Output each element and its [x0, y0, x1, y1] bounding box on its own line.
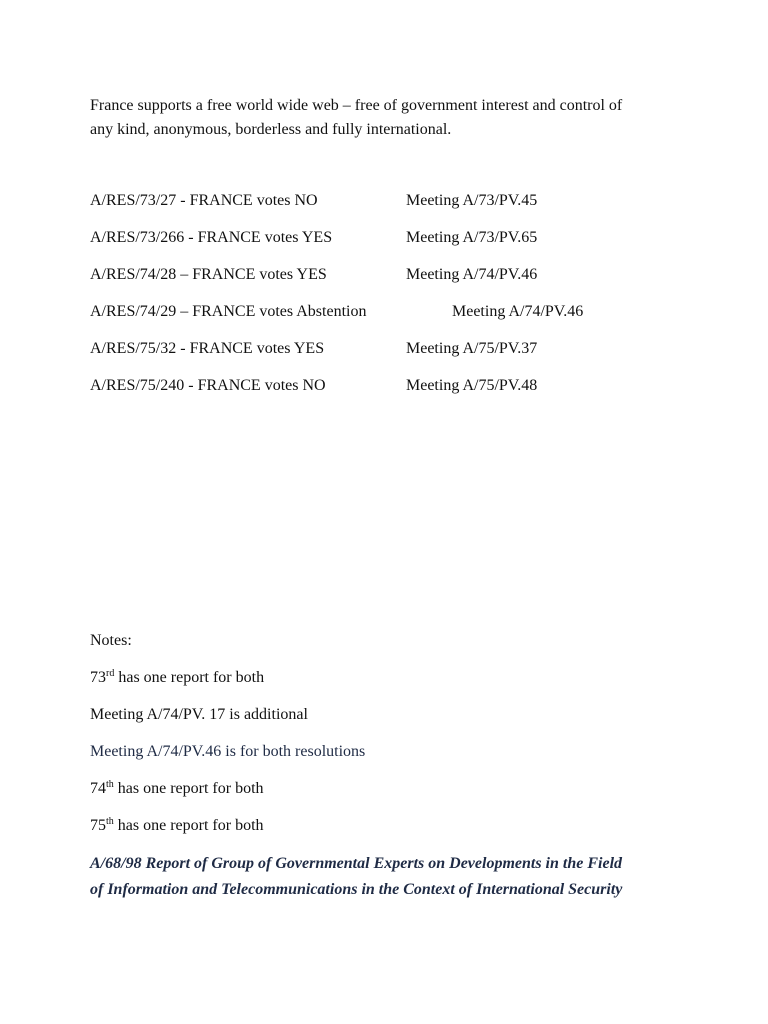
vote-row: [90, 338, 710, 375]
note-text: has one report for both: [113, 780, 264, 797]
votes-list: [90, 190, 710, 412]
vote-resolution: A/RES/73/266 - FRANCE votes YES: [90, 229, 333, 246]
note-ordinal-suffix: th: [106, 779, 114, 790]
note-item: [90, 778, 710, 815]
vote-row: [90, 227, 710, 264]
vote-meeting: Meeting A/73/PV.65: [406, 229, 538, 246]
notes-heading: Notes:: [90, 632, 132, 649]
note-ordinal: 73: [90, 669, 106, 686]
vote-meeting: Meeting A/75/PV.48: [406, 377, 538, 394]
vote-meeting: Meeting A/74/PV.46: [406, 266, 538, 283]
intro-paragraph: [90, 94, 690, 142]
note-ordinal: 74: [90, 780, 106, 797]
note-text: has one report for both: [113, 817, 264, 834]
vote-meeting: Meeting A/73/PV.45: [406, 192, 538, 209]
report-title-line-2: of Information and Telecommunications in the Context of International Security: [90, 881, 623, 898]
note-item: Meeting A/74/PV. 17 is additional: [90, 706, 308, 723]
vote-resolution: A/RES/74/28 – FRANCE votes YES: [90, 266, 327, 283]
vote-resolution: A/RES/74/29 – FRANCE votes Abstention: [90, 303, 367, 320]
vote-row: [90, 375, 710, 412]
vote-resolution: A/RES/73/27 - FRANCE votes NO: [90, 192, 318, 209]
report-title-line-1: A/68/98 Report of Group of Governmental Experts on Developments in the Field: [90, 855, 623, 872]
note-ordinal: 75: [90, 817, 106, 834]
note-ordinal-suffix: rd: [106, 668, 115, 679]
vote-meeting: Meeting A/74/PV.46: [452, 303, 584, 320]
note-item: [90, 667, 710, 704]
report-title: [90, 851, 710, 903]
note-ordinal-suffix: th: [106, 816, 114, 827]
vote-meeting: Meeting A/75/PV.37: [406, 340, 538, 357]
note-item: Meeting A/74/PV.46 is for both resolutions: [90, 743, 366, 760]
intro-line-1: France supports a free world wide web – free of government interest and control of: [90, 97, 623, 114]
intro-line-2: any kind, anonymous, borderless and fully international.: [90, 121, 452, 138]
vote-row: [90, 190, 710, 227]
vote-resolution: A/RES/75/32 - FRANCE votes YES: [90, 340, 325, 357]
note-text: has one report for both: [114, 669, 265, 686]
note-item: [90, 815, 710, 852]
vote-resolution: A/RES/75/240 - FRANCE votes NO: [90, 377, 326, 394]
notes-section: [90, 630, 710, 852]
vote-row: [90, 301, 710, 338]
vote-row: [90, 264, 710, 301]
